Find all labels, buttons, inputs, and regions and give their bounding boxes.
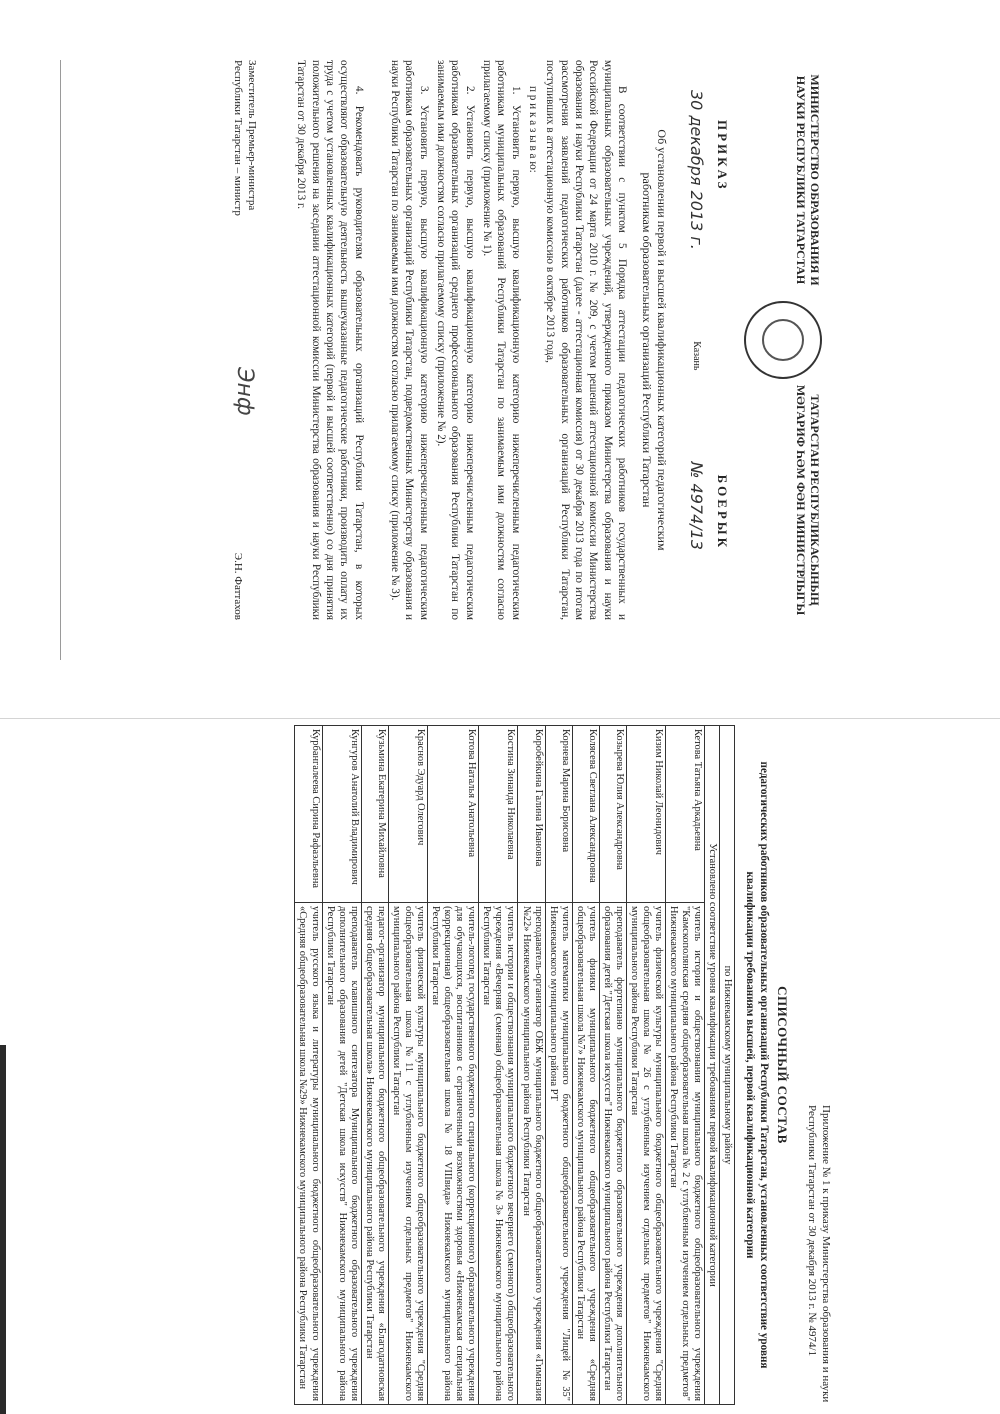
teacher-name: Кунгуров Анатолий Владимирович [322,726,361,903]
order-prikazyvayu: п р и к а з ы в а ю: [527,86,540,173]
order-item-4: 4. Рекомендовать руководителям образовательных организаций Республики Татарстан, в которых осуществляют образовательную деятельность вышеуказанные педагогические работники, производить оплату их труда с учетом установленных квалификационных категорий (первой и высшей соответственно) со дня принятия положительного решения на заседании аттестационной комиссии Министерства образования и науки Республики Татарстан от 30 декабря 2013 г. [295,60,365,620]
teacher-name: Кетова Татьяна Аркадьевна [666,726,705,903]
teacher-position: учитель физической культуры муниципального бюджетного общеобразовательного учреждения "Средняя общеобразовательная школа №11 с углубленным изучением отдельных предметов" Нижнекамского муниципального района Республики Татарстан [388,903,427,1405]
signer-name: Э.Н. Фаттахов [232,552,245,620]
teacher-position: преподаватель-организатор ОБЖ муниципального бюджетного общеобразовательного учреждения «Гимназия №22» Нижнекамского муниципального района Республики Татарстан [518,903,545,1405]
teacher-name: Колясева Светлана Александровна [572,726,599,903]
ministry-header [744,60,822,620]
table-row [518,726,545,1405]
table-row [388,726,427,1405]
table-row [666,726,705,1405]
teacher-position: учитель русского языка и литературы муниципального бюджетного общеобразовательного учреждения «Средняя общеобразовательная школа №29» Нижнекамского муниципального района Республики Татарстан [295,903,322,1405]
header-right-ministry: ТАТАРСТАН РЕСПУБЛИКАСЫНЫҢ МӘГАРИФ ҺӘМ ФӘН МИНИСТРЛЫГЫ [793,384,822,616]
order-item-3: 3. Установить первую, высшую квалификационную категорию нижеперечисленным педагогическим работникам образовательных организаций Республики Татарстан, подведомственных Министерству образования и науки Республики Татарстан по занимаемым ими должностям согласно прилагаемому списку (приложение № 3). [389,60,430,620]
teacher-name: Коробейкина Галина Ивановна [518,726,545,903]
table-row-district [720,726,735,1405]
signature-mark: Энф [232,367,258,416]
teacher-position: учитель истории и обществознания муниципального бюджетного вечернего (сменного) общеобразовательного учреждения «Вечерняя (сменная) общеобразовательная школа № 3» Нижнекамского муниципального района Республики Татарстан [479,903,518,1405]
teacher-name: Корнева Марина Борисовна [545,726,572,903]
scan-edge-line-bottom [0,718,1000,719]
order-intro: В соответствии с пунктом 5 Порядка аттестации педагогических работников государственных и муниципальных образовательных учреждений, утвержденного приказом Министерства образования и науки Российской Федерации от 24 марта 2010 г. № 209, с учетом решений аттестационной комиссии Министерства образования и науки Республики Татарстан (далее - аттестационная комиссия) от 30 декабря 2013 года по итогам рассмотрения заявлений педагогических работников образовательных организаций Республики Татарстан, поступивших в аттестационную комиссию в октябре 2013 года, [544,60,628,620]
list-subtitle: педагогических работников образовательных организаций Республики Татарстан, установленных соответствие уровня квалификации требованиям высшей, первой квалификационной категории [744,761,771,1369]
order-meta [687,60,706,620]
order-label-tt: БОЕРЫК [715,474,730,550]
order-item-1: 1. Установить первую, высшую квалификационную категорию нижеперечисленным педагогическим работникам муниципальных образований Республики Татарстан по занимаемым ими должностям согласно прилагаемому списку (приложение № 1). [481,60,522,620]
teacher-position: учитель физической культуры муниципального бюджетного общеобразовательного учреждения "Средняя общеобразовательная школа № 26 с углубленным изучением отдельных предметов" Нижнекамского муниципального района Республики Татарстан [627,903,666,1405]
teacher-position: учитель-логопед государственного бюджетного специального (коррекционного) образовательного учреждения для обучающихся, воспитанников с ограниченными возможностями здоровья «Нижнекамская специальная (коррекционная) общеобразовательная школа № 18 VIIIвида» Нижнекамского муниципального района Республики Татарстан [428,903,479,1405]
teacher-name: Краснов Эдуард Олегович [388,726,427,903]
table-row [627,726,666,1405]
table-row [479,726,518,1405]
district-cell: по Нижнекамскому муниципальному району [720,726,735,1405]
order-number: № 4974/13 [687,461,706,550]
table-row [545,726,572,1405]
teacher-position: преподаватель фортепиано муниципального бюджетного образовательного учреждения дополнительного образования детей "Детская школа искусств" Нижнекамского муниципального района Республики Татарстан [599,903,626,1405]
teacher-name: Котова Наталья Анатольевна [428,726,479,903]
teacher-name: Кузьмина Екатерина Михайловна [361,726,388,903]
table-row [322,726,361,1405]
order-city: Казань [691,341,702,371]
teacher-position: преподаватель клавишного синтезатора Муниципального бюджетного образовательного учреждения дополнительного образования детей "Детская школа искусств" Нижнекамского муниципального района Республики Татарстан [322,903,361,1405]
appendix-note: Приложение № 1 к приказу Министерства образования и науки Республики Татарстан от 30 декабря 2013 г. № 4974/1 [806,1105,832,1403]
teacher-name: Кизим Николай Леонидович [627,726,666,903]
order-date: 30 декабря 2013 г. [687,90,706,250]
table-row [599,726,626,1405]
teacher-position: учитель физики муниципального бюджетного общеобразовательного учреждения «Средняя общеобразовательная школа №7» Нижнекамского муниципального района Республики Татарстан [572,903,599,1405]
teacher-position: учитель математики муниципального бюджетного общеобразовательного учреждения "Лицей №35" Нижнекамского муниципального района РТ [545,903,572,1405]
appendix-page [0,725,850,1405]
teacher-name: Костина Зинаида Николаевна [479,726,518,903]
section-cell: Установлено соответствие уровня квалификации требованиям первой квалификационной категории [705,726,720,1405]
order-heading [714,60,730,620]
teacher-name: Козырева Юлия Александровна [599,726,626,903]
order-page [0,40,860,640]
order-label-ru: ПРИКАЗ [715,120,730,192]
teacher-name: Курбангалеева Сирина Рафаэльевна [295,726,322,903]
table-row-section [705,726,720,1405]
order-item-2: 2. Установить первую, высшую квалификационную категорию нижеперечисленным педагогическим работникам образовательных организаций среднего профессионального образования Республики Татарстан по занимаемым ими должностям согласно прилагаемому списку (приложение № 2). [435,60,476,620]
table-row [428,726,479,1405]
signer-title: Заместитель Премьер-министра Республики Татарстан – министр [232,60,259,216]
staff-table [294,725,735,1405]
teacher-position: учитель истории и обществознания муниципального бюджетного общеобразовательного учреждения "Камскополянская средняя общеобразовательная школа № 2 с углубленным изучением отдельных предметов" Нижнекамского муниципального района Республики Татарстан [666,903,705,1405]
tatarstan-emblem-icon [744,301,822,379]
table-row [361,726,388,1405]
teacher-position: педагог-организатор муниципального бюджетного общеобразовательного учреждения «Благодатновская средняя общеобразовательная школа» Нижнекамского муниципального района Республики Татарстан [361,903,388,1405]
order-title: Об установлении первой и высшей квалификационных категорий педагогическим работникам образовательных организаций Республики Татарстан [640,129,669,551]
table-row [295,726,322,1405]
header-left-ministry: МИНИСТЕРСТВО ОБРАЗОВАНИЯ И НАУКИ РЕСПУБЛИКИ ТАТАРСТАН [793,74,822,286]
table-row [572,726,599,1405]
list-title: СПИСОЧНЫЙ СОСТАВ [775,986,791,1144]
signature-block [231,60,259,620]
